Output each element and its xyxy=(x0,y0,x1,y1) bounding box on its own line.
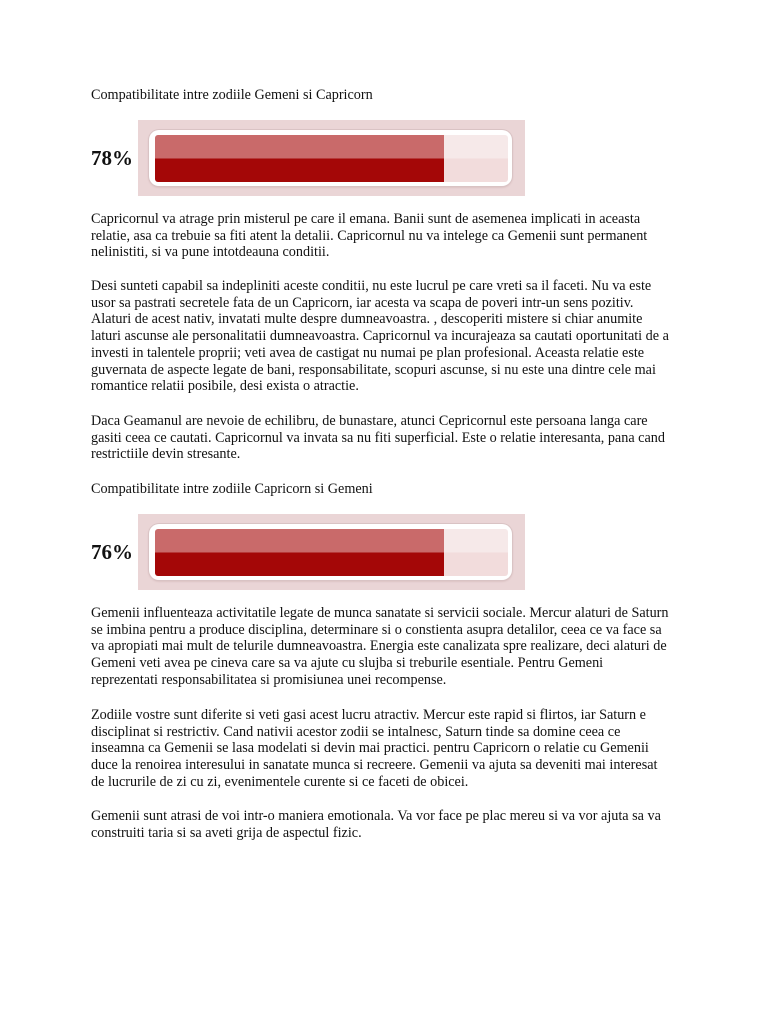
section-2-paragraph-3: Gemenii sunt atrasi de voi intr-o maniera emotionala. Va vor face pe plac mereu si va vor ajuta sa va construiti taria si sa aveti grija de aspectul fizic. xyxy=(91,808,661,841)
section-2-meter-frame xyxy=(149,524,512,580)
section-2-paragraph-2: Zodiile vostre sunt diferite si veti gasi acest lucru atractiv. Mercur este rapid si flirtos, iar Saturn e disciplinat si restrictiv. Cand nativii acestor zodii se intalnesc, Saturn tinde sa domine ceea ce inseamna ca Gemenii se lasa modelati si devin mai practici. pentru Capricorn o relatie cu Gemenii duce la renoirea interesului in sanatate munca si recreere. Gemenii va ajuta sa deveniti mai interesat de lucrurile de zi cu zi, evenimentele curente si ce faceti de obicei. xyxy=(91,707,658,790)
section-1-meter-track xyxy=(155,135,508,182)
section-1-meter-fill xyxy=(155,135,444,182)
section-2-meter-track xyxy=(155,529,508,576)
section-2-heading: Compatibilitate intre zodiile Capricorn si Gemeni xyxy=(91,481,373,497)
section-1-heading: Compatibilitate intre zodiile Gemeni si Capricorn xyxy=(91,87,373,103)
section-1-compatibility-meter xyxy=(91,120,525,196)
section-1-meter-frame xyxy=(149,130,512,186)
section-2-meter-fill xyxy=(155,529,444,576)
section-2-paragraph-1: Gemenii influenteaza activitatile legate de munca sanatate si servicii sociale. Mercur alaturi de Saturn se imbina pentru a produce disciplina, determinare si o constienta asupra detalilor, ceea ce va face sa va apropiati mai mult de telurile dumneavoastra. Energia este canalizata spre realizare, deci alaturi de Gemeni veti avea pe cineva care sa va ajute cu slujba si treburile esentiale. Pentru Gemeni reprezentati responsabilitatea si promisiunea unei recompense. xyxy=(91,605,669,688)
section-2-compatibility-meter xyxy=(91,514,525,590)
section-1-paragraph-2: Desi sunteti capabil sa indepliniti aceste conditii, nu este lucrul pe care vreti sa il faceti. Nu va este usor sa pastrati secretele fata de un Capricorn, iar acesta va scapa de poveri intr-un sens pozitiv. Alaturi de acest nativ, invatati multe despre dumneavoastra. , descoperiti mistere si chiar anumite laturi ascunse ale personalitatii dumneavoastra. Capricornul va incurajeaza sa cautati oportunitati de a investi in talentele proprii; veti avea de castigat nu numai pe plan profesional. Aceasta relatie este guvernata de aspecte legate de bani, responsabilitate, scopuri ascunse, si nu este una dintre cele mai romantice relatii posibile, desi exista o atractie. xyxy=(91,278,669,395)
section-1-paragraph-3: Daca Geamanul are nevoie de echilibru, de bunastare, atunci Cepricornul este persoana langa care gasiti ceea ce cautati. Capricornul va invata sa nu fiti superficial. Este o relatie interesanta, pana cand restrictiile devin stresante. xyxy=(91,413,665,463)
section-1-paragraph-1: Capricornul va atrage prin misterul pe care il emana. Banii sunt de asemenea implicati in aceasta relatie, asa ca trebuie sa fiti atent la detalii. Capricornul nu va intelege ca Gemenii sunt permanent nelinistiti, si va pune intotdeauna conditii. xyxy=(91,211,648,261)
section-2-percent-label: 76% xyxy=(91,540,133,564)
section-1-percent-label: 78% xyxy=(91,146,133,170)
